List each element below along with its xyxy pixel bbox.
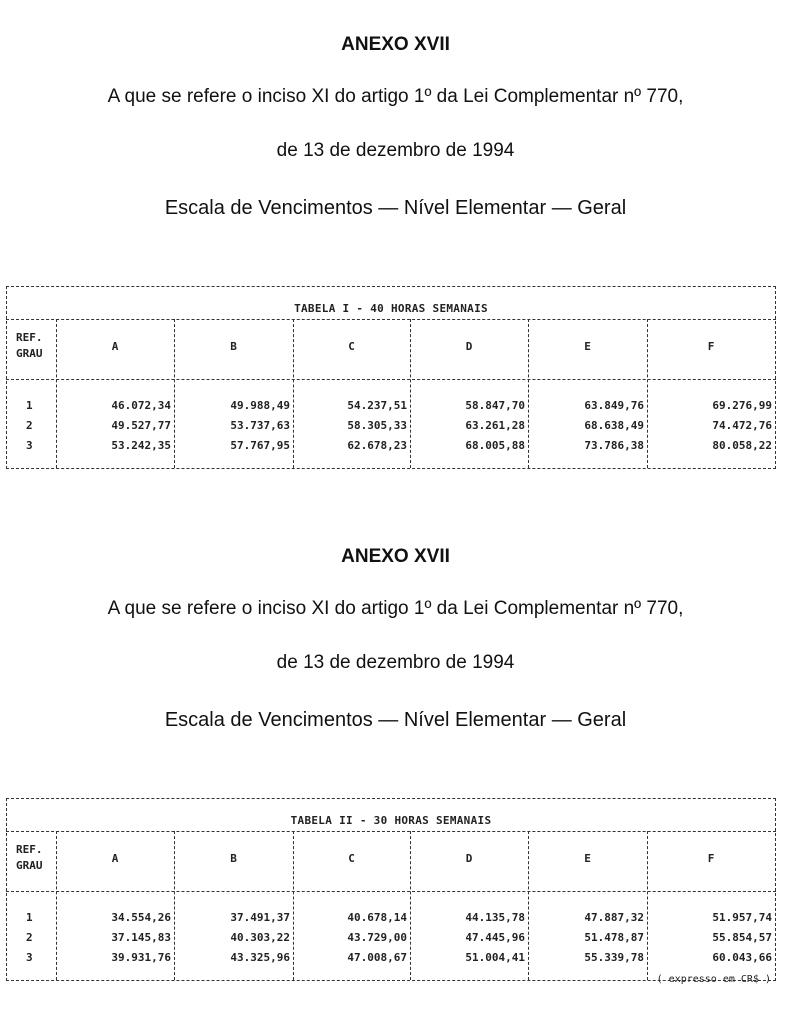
column-header-c: C bbox=[348, 852, 355, 865]
table-cell: 80.058,22 bbox=[712, 439, 772, 452]
table-cell: 57.767,95 bbox=[230, 439, 290, 452]
scale-title: Escala de Vencimentos — Nível Elementar — Geral bbox=[164, 197, 627, 219]
table-cell: 68.638,49 bbox=[584, 419, 644, 432]
column-header-b: B bbox=[230, 340, 237, 353]
column-header-e: E bbox=[584, 340, 591, 353]
table-divider bbox=[6, 379, 776, 380]
annex-title: ANEXO XVII bbox=[341, 546, 450, 567]
table-cell: 58.305,33 bbox=[347, 419, 407, 432]
salary-table-2 bbox=[6, 798, 776, 981]
row-grau-label: 2 bbox=[26, 931, 33, 944]
table-cell: 44.135,78 bbox=[465, 911, 525, 924]
table-cell: 68.005,88 bbox=[465, 439, 525, 452]
table-cell: 55.339,78 bbox=[584, 951, 644, 964]
date-line: de 13 de dezembro de 1994 bbox=[276, 140, 515, 161]
column-header-d: D bbox=[465, 340, 473, 353]
table-caption: TABELA II - 30 HORAS SEMANAIS bbox=[290, 814, 492, 827]
table-border-right bbox=[775, 798, 776, 981]
table-cell: 60.043,66 bbox=[712, 951, 772, 964]
table-border-left bbox=[6, 798, 7, 981]
table-cell: 37.491,37 bbox=[230, 911, 290, 924]
table-cell: 40.678,14 bbox=[347, 911, 407, 924]
table-cell: 51.957,74 bbox=[712, 911, 772, 924]
table-border-left bbox=[6, 286, 7, 469]
row-grau-label: 3 bbox=[26, 951, 33, 964]
ref-grau-label: REF. GRAU bbox=[16, 331, 43, 360]
table-cell: 69.276,99 bbox=[712, 399, 772, 412]
table-cell: 47.008,67 bbox=[347, 951, 407, 964]
table-cell: 39.931,76 bbox=[111, 951, 171, 964]
table-cell: 37.145,83 bbox=[111, 931, 171, 944]
table-cell: 73.786,38 bbox=[584, 439, 644, 452]
table-cell: 46.072,34 bbox=[111, 399, 171, 412]
table-border-top bbox=[6, 286, 776, 287]
scale-title: Escala de Vencimentos — Nível Elementar — Geral bbox=[164, 709, 627, 731]
table-divider bbox=[6, 319, 776, 320]
annex-title: ANEXO XVII bbox=[341, 34, 450, 55]
table-cell: 40.303,22 bbox=[230, 931, 290, 944]
table-border-bottom bbox=[6, 468, 776, 469]
table-cell: 63.849,76 bbox=[584, 399, 644, 412]
ref-grau-label: REF. GRAU bbox=[16, 843, 43, 872]
column-header-a: A bbox=[111, 852, 119, 865]
table-cell: 47.445,96 bbox=[465, 931, 525, 944]
table-divider bbox=[6, 891, 776, 892]
salary-table-1 bbox=[6, 286, 776, 469]
table-cell: 51.004,41 bbox=[465, 951, 525, 964]
reference-line: A que se refere o inciso XI do artigo 1º da Lei Complementar nº 770, bbox=[107, 598, 684, 619]
table-cell: 74.472,76 bbox=[712, 419, 772, 432]
date-line: de 13 de dezembro de 1994 bbox=[276, 652, 515, 673]
reference-line: A que se refere o inciso XI do artigo 1º da Lei Complementar nº 770, bbox=[107, 86, 684, 107]
table-cell: 47.887,32 bbox=[584, 911, 644, 924]
table-cell: 43.729,00 bbox=[347, 931, 407, 944]
table-cell: 62.678,23 bbox=[347, 439, 407, 452]
table-cell: 54.237,51 bbox=[347, 399, 407, 412]
column-header-a: A bbox=[111, 340, 119, 353]
table-border-top bbox=[6, 798, 776, 799]
table-cell: 63.261,28 bbox=[465, 419, 525, 432]
column-header-f: F bbox=[707, 852, 715, 865]
column-header-d: D bbox=[465, 852, 473, 865]
row-grau-label: 3 bbox=[26, 439, 33, 452]
table-divider bbox=[6, 831, 776, 832]
table-cell: 58.847,70 bbox=[465, 399, 525, 412]
table-cell: 43.325,96 bbox=[230, 951, 290, 964]
table-cell: 55.854,57 bbox=[712, 931, 772, 944]
table-border-right bbox=[775, 286, 776, 469]
table-cell: 51.478,87 bbox=[584, 931, 644, 944]
currency-note: ( expresso em CR$ ) bbox=[656, 974, 771, 985]
row-grau-label: 2 bbox=[26, 419, 33, 432]
table-caption: TABELA I - 40 HORAS SEMANAIS bbox=[294, 302, 488, 315]
table-cell: 34.554,26 bbox=[111, 911, 171, 924]
table-cell: 49.988,49 bbox=[230, 399, 290, 412]
row-grau-label: 1 bbox=[26, 911, 33, 924]
table-cell: 53.242,35 bbox=[111, 439, 171, 452]
table-cell: 53.737,63 bbox=[230, 419, 290, 432]
column-header-f: F bbox=[707, 340, 715, 353]
column-header-b: B bbox=[230, 852, 237, 865]
row-grau-label: 1 bbox=[26, 399, 33, 412]
table-cell: 49.527,77 bbox=[111, 419, 171, 432]
column-header-e: E bbox=[584, 852, 591, 865]
column-header-c: C bbox=[348, 340, 355, 353]
